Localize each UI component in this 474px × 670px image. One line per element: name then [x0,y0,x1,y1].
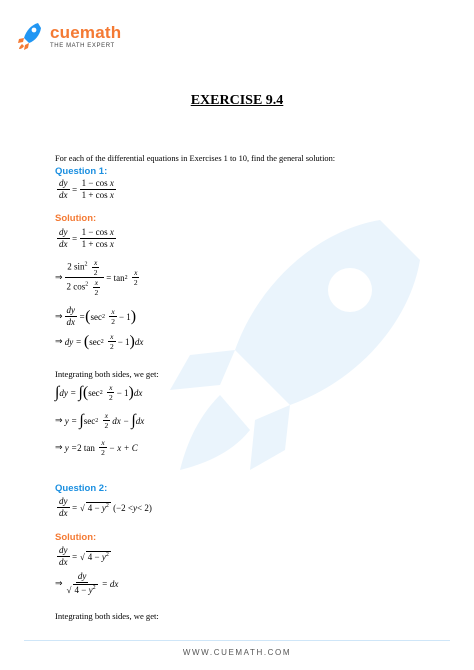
solution-1-step-4: ⇒ dy = ( sec 2 $\frac{x}{2}$ − 1 ) dx [55,332,144,351]
cuemath-logo[interactable] [18,20,121,52]
logo-tagline: THE MATH EXPERT [50,42,115,49]
solution-2-integrating-text: Integrating both sides, we get: [55,611,159,621]
rocket-icon [18,22,42,50]
solution-1-integrating-text: Integrating both sides, we get: [55,369,159,379]
solution-1-step-2: ⇒ 2 $\sin^2$ $\frac{x}{2}$ 2 $\cos^2$ $\frac{x}{2}$ = tan 2 $\frac{x}{2}$ [55,258,138,297]
solution-2-step-1: $\frac{dy}{dx}$ = √ $4 - y^2$ [59,545,109,567]
solution-1-step-3: ⇒ $\frac{dy}{dx}$ = ( sec 2 $\frac{x}{2}$ − 1 ) [55,305,137,327]
solution-2-heading: Solution: [55,532,97,543]
question-2-equation: $\frac{dy}{dx}$ = √ $4 - y^2$ (−2 < y < 2) [59,496,152,518]
question-1-equation: $\frac{dy}{dx}$ = $\frac{\text{1 − cos x}}{\text{1 + cos x}}$ [59,178,114,200]
solution-1-heading: Solution: [55,213,97,224]
footer-divider [24,640,450,641]
solution-1-step-1: $\frac{dy}{dx}$ = $\frac{\text{1 − cos x}}{\text{1 + cos x}}$ [59,227,114,249]
question-2-heading: Question 2: [55,483,108,494]
solution-1-step-7: ⇒ y = 2 tan $\frac{x}{2}$ − x + C [55,438,138,457]
exercise-intro: For each of the differential equations in Exercises 1 to 10, find the general solution: [55,154,336,163]
question-1-heading: Question 1: [55,166,108,177]
solution-2-step-2: ⇒ $\frac{dy}{√ 4 - y^2}$ = dx [55,571,119,595]
footer-url[interactable]: WWW.CUEMATH.COM [182,648,292,657]
logo-brand: cuemath [50,22,122,42]
solution-1-step-5: ∫ dy = ∫( sec 2 $\frac{x}{2}$ − 1 ) dx [55,383,143,402]
page-title: EXERCISE 9.4 [190,93,284,108]
page-footer [0,638,474,670]
solution-1-step-6: ⇒ y = ∫ sec 2 $\frac{x}{2}$ dx − ∫ dx [55,411,145,430]
